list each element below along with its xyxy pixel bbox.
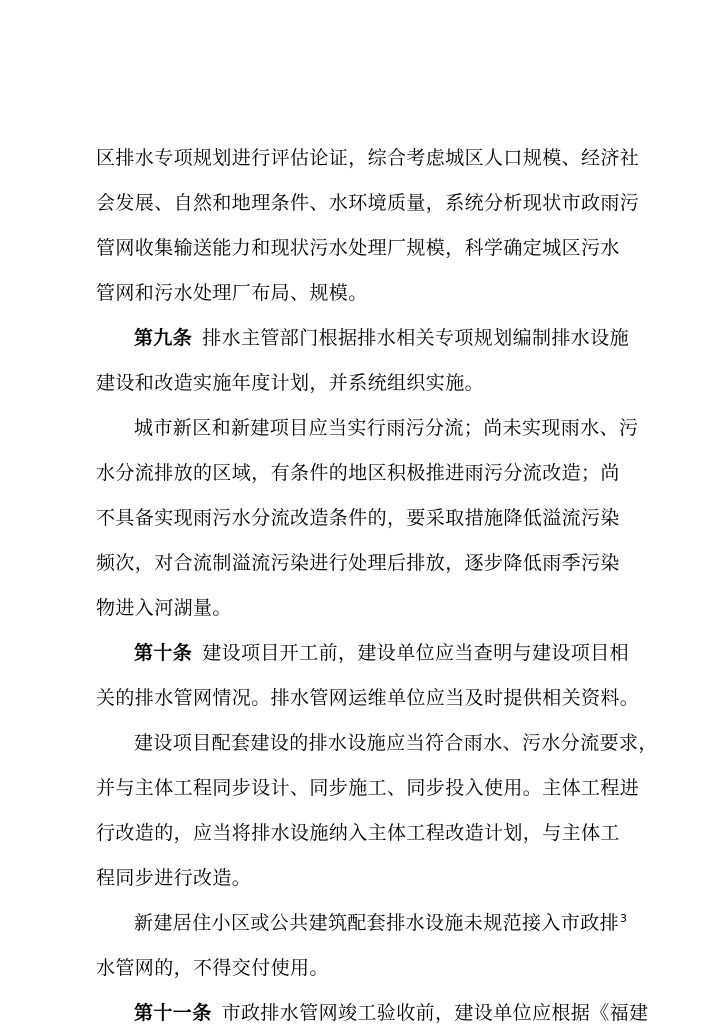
- article-nine-line: [134, 326, 656, 350]
- paragraph-line: 水管网的，不得交付使用。: [96, 957, 329, 979]
- paragraph-line: 新建居住小区或公共建筑配套排水设施未规范接入市政排: [134, 912, 620, 934]
- paragraph-text: 排水主管部门根据排水相关专项规划编制排水设施: [202, 327, 630, 349]
- paragraph-line: 水分流排放的区域，有条件的地区积极推进雨污分流改造；尚: [96, 462, 620, 484]
- paragraph-line: 不具备实现雨污水分流改造条件的，要采取措施降低溢流污染: [96, 507, 620, 529]
- paragraph-text: 建设项目开工前，建设单位应当查明与建设项目相: [202, 642, 630, 664]
- paragraph-line: 城市新区和新建项目应当实行雨污分流；尚未实现雨水、污: [134, 417, 639, 439]
- paragraph-line: 区排水专项规划进行评估论证，综合考虑城区人口规模、经济社: [96, 147, 640, 169]
- article-eleven-line: [134, 1001, 649, 1025]
- paragraph-line: 物进入河湖量。: [96, 597, 232, 619]
- page-number: 3: [620, 912, 627, 925]
- paragraph-line: 管网和污水处理厂布局、规模。: [96, 282, 368, 304]
- paragraph-line: 关的排水管网情况。排水管网运维单位应当及时提供相关资料。: [96, 687, 640, 709]
- article-title: 第九条: [134, 327, 193, 349]
- article-title: 第十一条: [134, 1002, 212, 1024]
- paragraph-line: 行改造的，应当将排水设施纳入主体工程改造计划，与主体工: [96, 822, 620, 844]
- paragraph-line: 管网收集输送能力和现状污水处理厂规模，科学确定城区污水: [96, 237, 620, 259]
- paragraph-line: 建设和改造实施年度计划，并系统组织实施。: [96, 372, 485, 394]
- paragraph-line: 并与主体工程同步设计、同步施工、同步投入使用。主体工程进: [96, 777, 640, 799]
- paragraph-line: 程同步进行改造。: [96, 867, 252, 889]
- article-ten-line: [134, 641, 656, 665]
- paragraph-line: 建设项目配套建设的排水设施应当符合雨水、污水分流要求，: [134, 732, 658, 754]
- paragraph-line: 会发展、自然和地理条件、水环境质量，系统分析现状市政雨污: [96, 192, 640, 214]
- paragraph-line: 频次，对合流制溢流污染进行处理后排放，逐步降低雨季污染: [96, 552, 620, 574]
- paragraph-text: 市政排水管网竣工验收前，建设单位应根据《福建: [221, 1002, 649, 1024]
- article-title: 第十条: [134, 642, 193, 664]
